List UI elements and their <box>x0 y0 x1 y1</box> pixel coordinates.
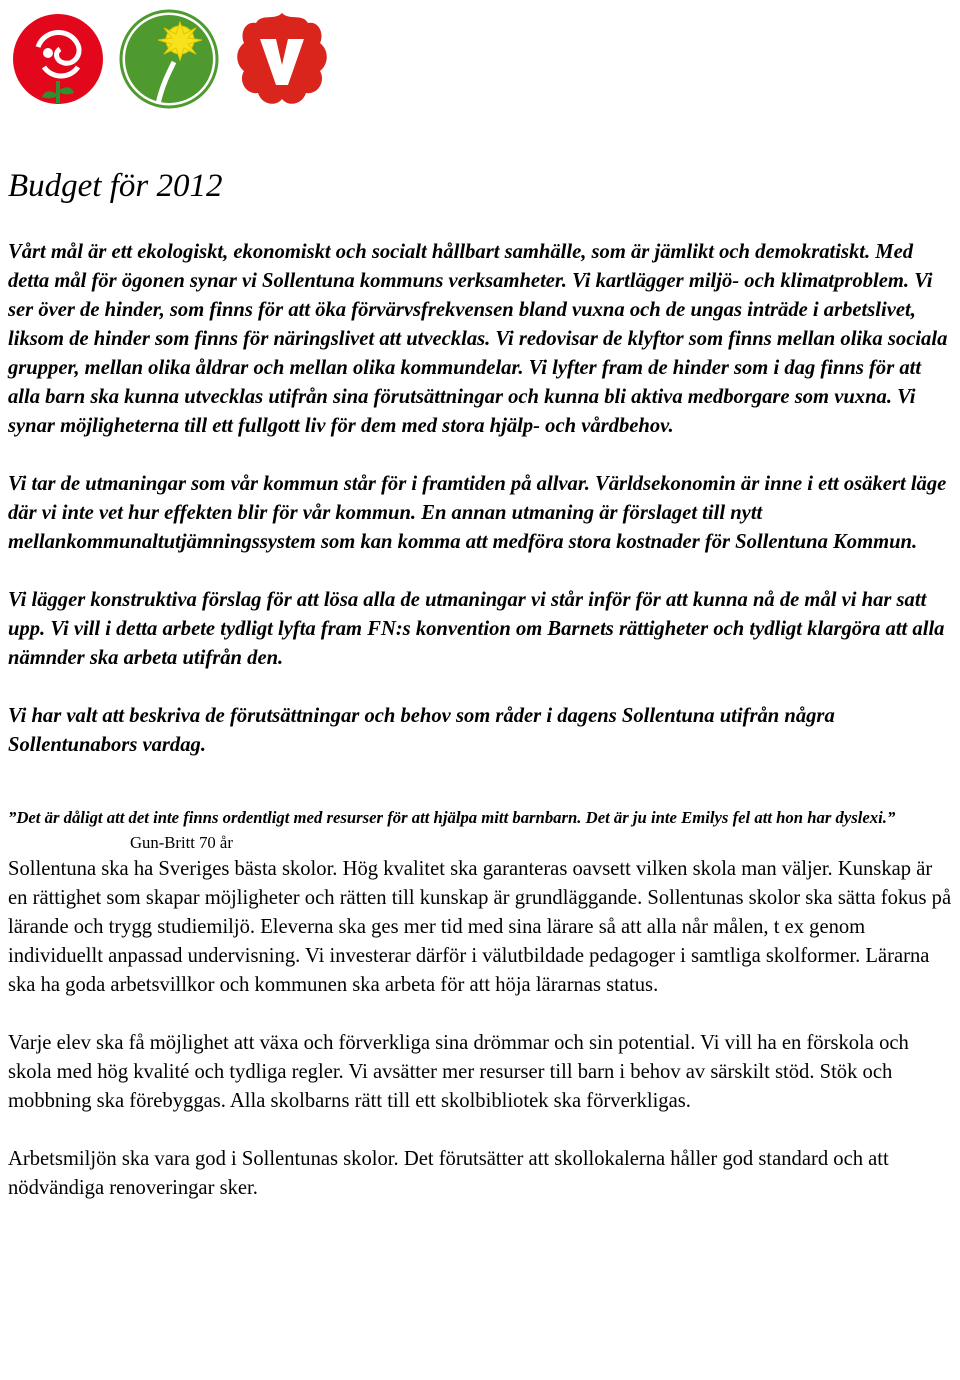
quote-text: ”Det är dåligt att det inte finns ordentligt med resurser för att hjälpa mitt barnbarn. Det är ju inte Emilys fel att hon har dyslexi.” <box>8 808 896 827</box>
body-paragraph: Sollentuna ska ha Sveriges bästa skolor. Hög kvalitet ska garanteras oavsett vilken skola man väljer. Kunskap är en rättighet som skapar möjligheter och rätten till kunskap är grundläggande. Sollentunas skolor ska sätta fokus på lärande och trygg studiemiljö. Eleverna ska ges mer tid med sina lärare så att alla når målen, t ex genom individuellt anpassad undervisning. Vi investerar därför i välutbildade pedagoger i samtliga skolformer. Lärarna ska ha goda arbetsvillkor och kommunen ska arbeta för att höja lärarnas status. <box>8 858 952 996</box>
green-dandelion-logo <box>114 4 224 114</box>
body-section <box>8 855 956 1203</box>
intro-paragraph: Vi lägger konstruktiva förslag för att lösa alla de utmaningar vi står inför för att kunna nå de mål vi har satt upp. Vi vill i detta arbete tydligt lyfta fram FN:s konvention om Barnets rättigheter och tydligt klargöra att alla nämnder ska arbeta utifrån den. <box>8 589 945 669</box>
intro-section <box>8 238 956 760</box>
red-rose-logo <box>8 9 108 109</box>
party-logos <box>8 6 334 112</box>
body-paragraph: Arbetsmiljön ska vara god i Sollentunas skolor. Det förutsätter att skollokalerna håller god standard och att nödvändiga renoveringar sker. <box>8 1148 889 1199</box>
document-title: Budget för 2012 <box>8 168 223 204</box>
intro-paragraph: Vårt mål är ett ekologiskt, ekonomiskt och socialt hållbart samhälle, som är jämlikt och demokratiskt. Med detta mål för ögonen synar vi Sollentuna kommuns verksamheter. Vi kartlägger miljö- och klimatproblem. Vi ser över de hinder, som finns för att öka förvärvsfrekvensen bland vuxna och de ungas inträde i arbetslivet, liksom de hinder som finns för näringslivet att utvecklas. Vi redovisar de klyftor som finns mellan olika sociala grupper, mellan olika åldrar och mellan olika kommundelar. Vi lyfter fram de hinder som i dag finns för att alla barn ska kunna utvecklas utifrån sina förutsättningar och kunna bli aktiva medborgare som vuxna. Vi synar möjligheterna till ett fullgott liv för dem med stora hjälp- och vårdbehov. <box>8 241 948 437</box>
citizen-quote <box>8 806 956 854</box>
red-v-logo <box>230 7 334 111</box>
intro-paragraph: Vi har valt att beskriva de förutsättningar och behov som råder i dagens Sollentuna utifrån några Sollentunabors vardag. <box>8 705 835 756</box>
quote-author: Gun-Britt 70 år <box>130 833 233 852</box>
body-paragraph: Varje elev ska få möjlighet att växa och förverkliga sina drömmar och sin potential. Vi vill ha en förskola och skola med hög kvalité och tydliga regler. Vi avsätter mer resurser till barn i behov av särskilt stöd. Stök och mobbning ska förebyggas. Alla skolbarns rätt till ett skolbibliotek ska förverkligas. <box>8 1032 909 1112</box>
intro-paragraph: Vi tar de utmaningar som vår kommun står för i framtiden på allvar. Världsekonomin är inne i ett osäkert läge där vi inte vet hur effekten blir för vår kommun. En annan utmaning är förslaget till nytt mellankommunaltutjämningssystem som kan komma att medföra stora kostnader för Sollentuna Kommun. <box>8 473 947 553</box>
document-page <box>8 162 956 1232</box>
